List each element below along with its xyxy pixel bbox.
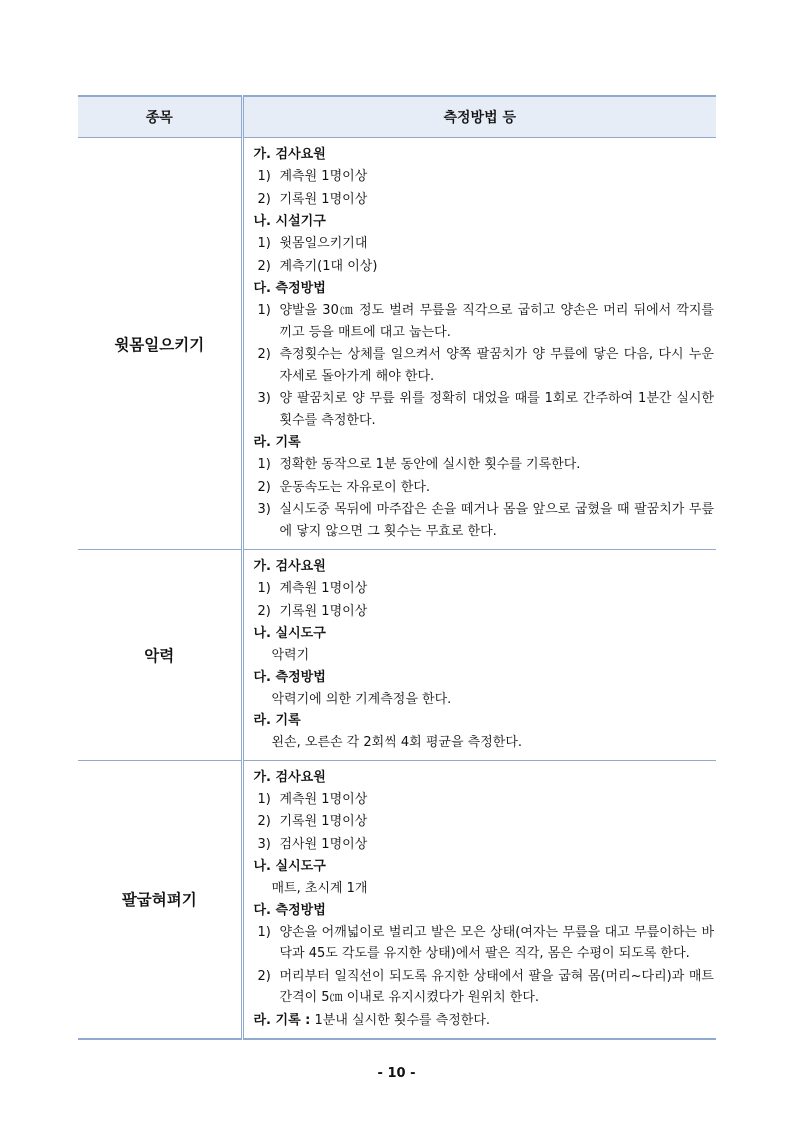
- list-item: [254, 499, 715, 542]
- list-item: [254, 811, 715, 833]
- table-row: [78, 138, 716, 550]
- list-item-text: 정확한 동작으로 1분 동안에 실시한 횟수를 기록한다.: [279, 457, 581, 472]
- section-heading-label: 다. 측정방법: [253, 902, 326, 918]
- header-event: 종목: [78, 96, 242, 138]
- event-name: 팔굽혀펴기: [78, 760, 242, 1039]
- section-heading-label: 나. 실시도구: [253, 859, 326, 874]
- list-item: [254, 578, 715, 600]
- table-row: [78, 550, 716, 761]
- section-text: 매트, 초시계 1개: [271, 881, 368, 896]
- event-name: 악력: [78, 550, 242, 761]
- header-method: 측정방법 등: [242, 96, 716, 138]
- section-heading-label: 나. 시설기구: [253, 214, 326, 229]
- list-item: [254, 789, 715, 811]
- list-item-number: 2): [257, 814, 271, 829]
- section-heading: [254, 623, 715, 645]
- list-item-text: 머리부터 일직선이 되도록 유지한 상태에서 팔을 굽혀 몸(머리~다리)과 매트 간격이 5㎝ 이내로 유지시켰다가 원위치 한다.: [279, 968, 714, 1005]
- section-heading-label: 라. 기록: [253, 435, 301, 450]
- list-item: [254, 922, 715, 965]
- list-item-number: 1): [257, 924, 271, 940]
- list-item-number: 1): [257, 236, 271, 251]
- method-section: [254, 856, 715, 900]
- list-item: [254, 834, 715, 856]
- table-row: [78, 760, 716, 1039]
- list-item-text: 검사원 1명이상: [279, 836, 368, 852]
- list-item-number: 3): [257, 391, 271, 406]
- section-heading: [254, 144, 715, 166]
- list-item-number: 2): [257, 479, 271, 495]
- list-item-number: 2): [257, 258, 271, 274]
- list-item: [254, 601, 715, 623]
- method-cell: [242, 760, 716, 1039]
- method-section: [254, 667, 715, 711]
- method-section: [254, 1010, 715, 1032]
- section-heading: [254, 667, 715, 689]
- method-section: [254, 710, 715, 754]
- list-item-number: 1): [257, 303, 271, 318]
- method-cell: [242, 138, 716, 550]
- list-item: [254, 344, 715, 387]
- page-number: - 10 -: [377, 1066, 416, 1081]
- event-name: 윗몸일으키기: [78, 138, 242, 550]
- list-item-number: 3): [257, 836, 271, 852]
- list-item-number: 2): [257, 603, 271, 619]
- list-item-text: 측정횟수는 상체를 일으켜서 양쪽 팔꿈치가 양 무릎에 닿은 다음, 다시 누운 자세로 돌아가게 해야 한다.: [279, 347, 714, 384]
- list-item: [254, 189, 715, 211]
- list-item-number: 1): [257, 791, 271, 807]
- list-item-number: 1): [257, 169, 271, 184]
- section-heading: [254, 211, 715, 233]
- table-body: [78, 138, 716, 1039]
- list-item: [254, 477, 715, 499]
- list-item-text: 양 팔꿈치로 양 무릎 위를 정확히 대었을 때를 1회로 간주하여 1분간 실시한 횟수를 측정한다.: [279, 391, 714, 428]
- list-item-number: 2): [257, 968, 271, 984]
- section-text: 악력기: [271, 648, 310, 663]
- measurement-table: [78, 95, 716, 1040]
- list-item: [254, 233, 715, 255]
- list-item: [254, 300, 715, 343]
- section-heading: [254, 278, 715, 300]
- method-section: [254, 900, 715, 1009]
- section-heading: [254, 432, 715, 454]
- list-item-text: 양손을 어깨넓이로 벌리고 발은 모은 상태(여자는 무릎을 대고 무릎이하는 바닥과 45도 각도를 유지한 상태)에서 팔은 직각, 몸은 수평이 되도록 한다.: [279, 924, 714, 961]
- table-header-row: [78, 96, 716, 138]
- section-heading-label: 라. 기록: [253, 713, 301, 728]
- section-heading-label: 라. 기록 :: [253, 1012, 311, 1028]
- section-heading-label: 다. 측정방법: [253, 281, 326, 296]
- section-heading: [254, 710, 715, 732]
- list-item: [254, 166, 715, 188]
- list-item-text: 계측원 1명이상: [279, 581, 368, 596]
- method-section: [254, 278, 715, 431]
- method-section: [254, 556, 715, 622]
- list-item: [254, 966, 715, 1009]
- list-item-number: 3): [257, 502, 271, 517]
- section-heading-text: 1분내 실시한 횟수를 측정한다.: [310, 1012, 491, 1028]
- method-section: [254, 623, 715, 667]
- list-item: [254, 388, 715, 431]
- list-item-text: 계측원 1명이상: [279, 169, 368, 184]
- list-item: [254, 454, 715, 476]
- list-item-text: 계측기(1대 이상): [279, 258, 378, 274]
- section-heading: [254, 767, 715, 789]
- section-text: 악력기에 의한 기계측정을 한다.: [271, 691, 452, 707]
- list-item-text: 기록원 1명이상: [279, 603, 368, 619]
- method-section: [254, 432, 715, 542]
- section-heading: [254, 856, 715, 878]
- section-heading-label: 가. 검사요원: [253, 769, 326, 785]
- section-heading: [254, 556, 715, 578]
- list-item-text: 양발을 30㎝ 정도 벌려 무릎을 직각으로 굽히고 양손은 머리 뒤에서 깍지를 끼고 등을 매트에 대고 눕는다.: [279, 303, 714, 340]
- list-item-number: 2): [257, 347, 271, 362]
- section-text: 왼손, 오른손 각 2회씩 4회 평균을 측정한다.: [271, 735, 523, 750]
- method-section: [254, 767, 715, 856]
- section-heading: [254, 1010, 715, 1032]
- section-heading-label: 다. 측정방법: [253, 669, 326, 685]
- list-item-text: 운동속도는 자유로이 한다.: [279, 479, 431, 495]
- section-heading: [254, 900, 715, 922]
- method-cell: [242, 550, 716, 761]
- list-item-text: 실시도중 목뒤에 마주잡은 손을 떼거나 몸을 앞으로 굽혔을 때 팔꿈치가 무릎에 닿지 않으면 그 횟수는 무효로 한다.: [279, 502, 714, 539]
- method-section: [254, 211, 715, 277]
- list-item-number: 2): [257, 191, 271, 207]
- list-item-text: 기록원 1명이상: [279, 191, 368, 207]
- list-item-text: 윗몸일으키기대: [279, 236, 368, 251]
- method-section: [254, 144, 715, 210]
- list-item: [254, 256, 715, 278]
- section-heading-label: 나. 실시도구: [253, 626, 326, 641]
- section-heading-label: 가. 검사요원: [253, 559, 326, 574]
- list-item-text: 기록원 1명이상: [279, 814, 368, 829]
- section-heading-label: 가. 검사요원: [253, 147, 326, 162]
- list-item-text: 계측원 1명이상: [279, 791, 368, 807]
- list-item-number: 1): [257, 581, 271, 596]
- list-item-number: 1): [257, 457, 271, 472]
